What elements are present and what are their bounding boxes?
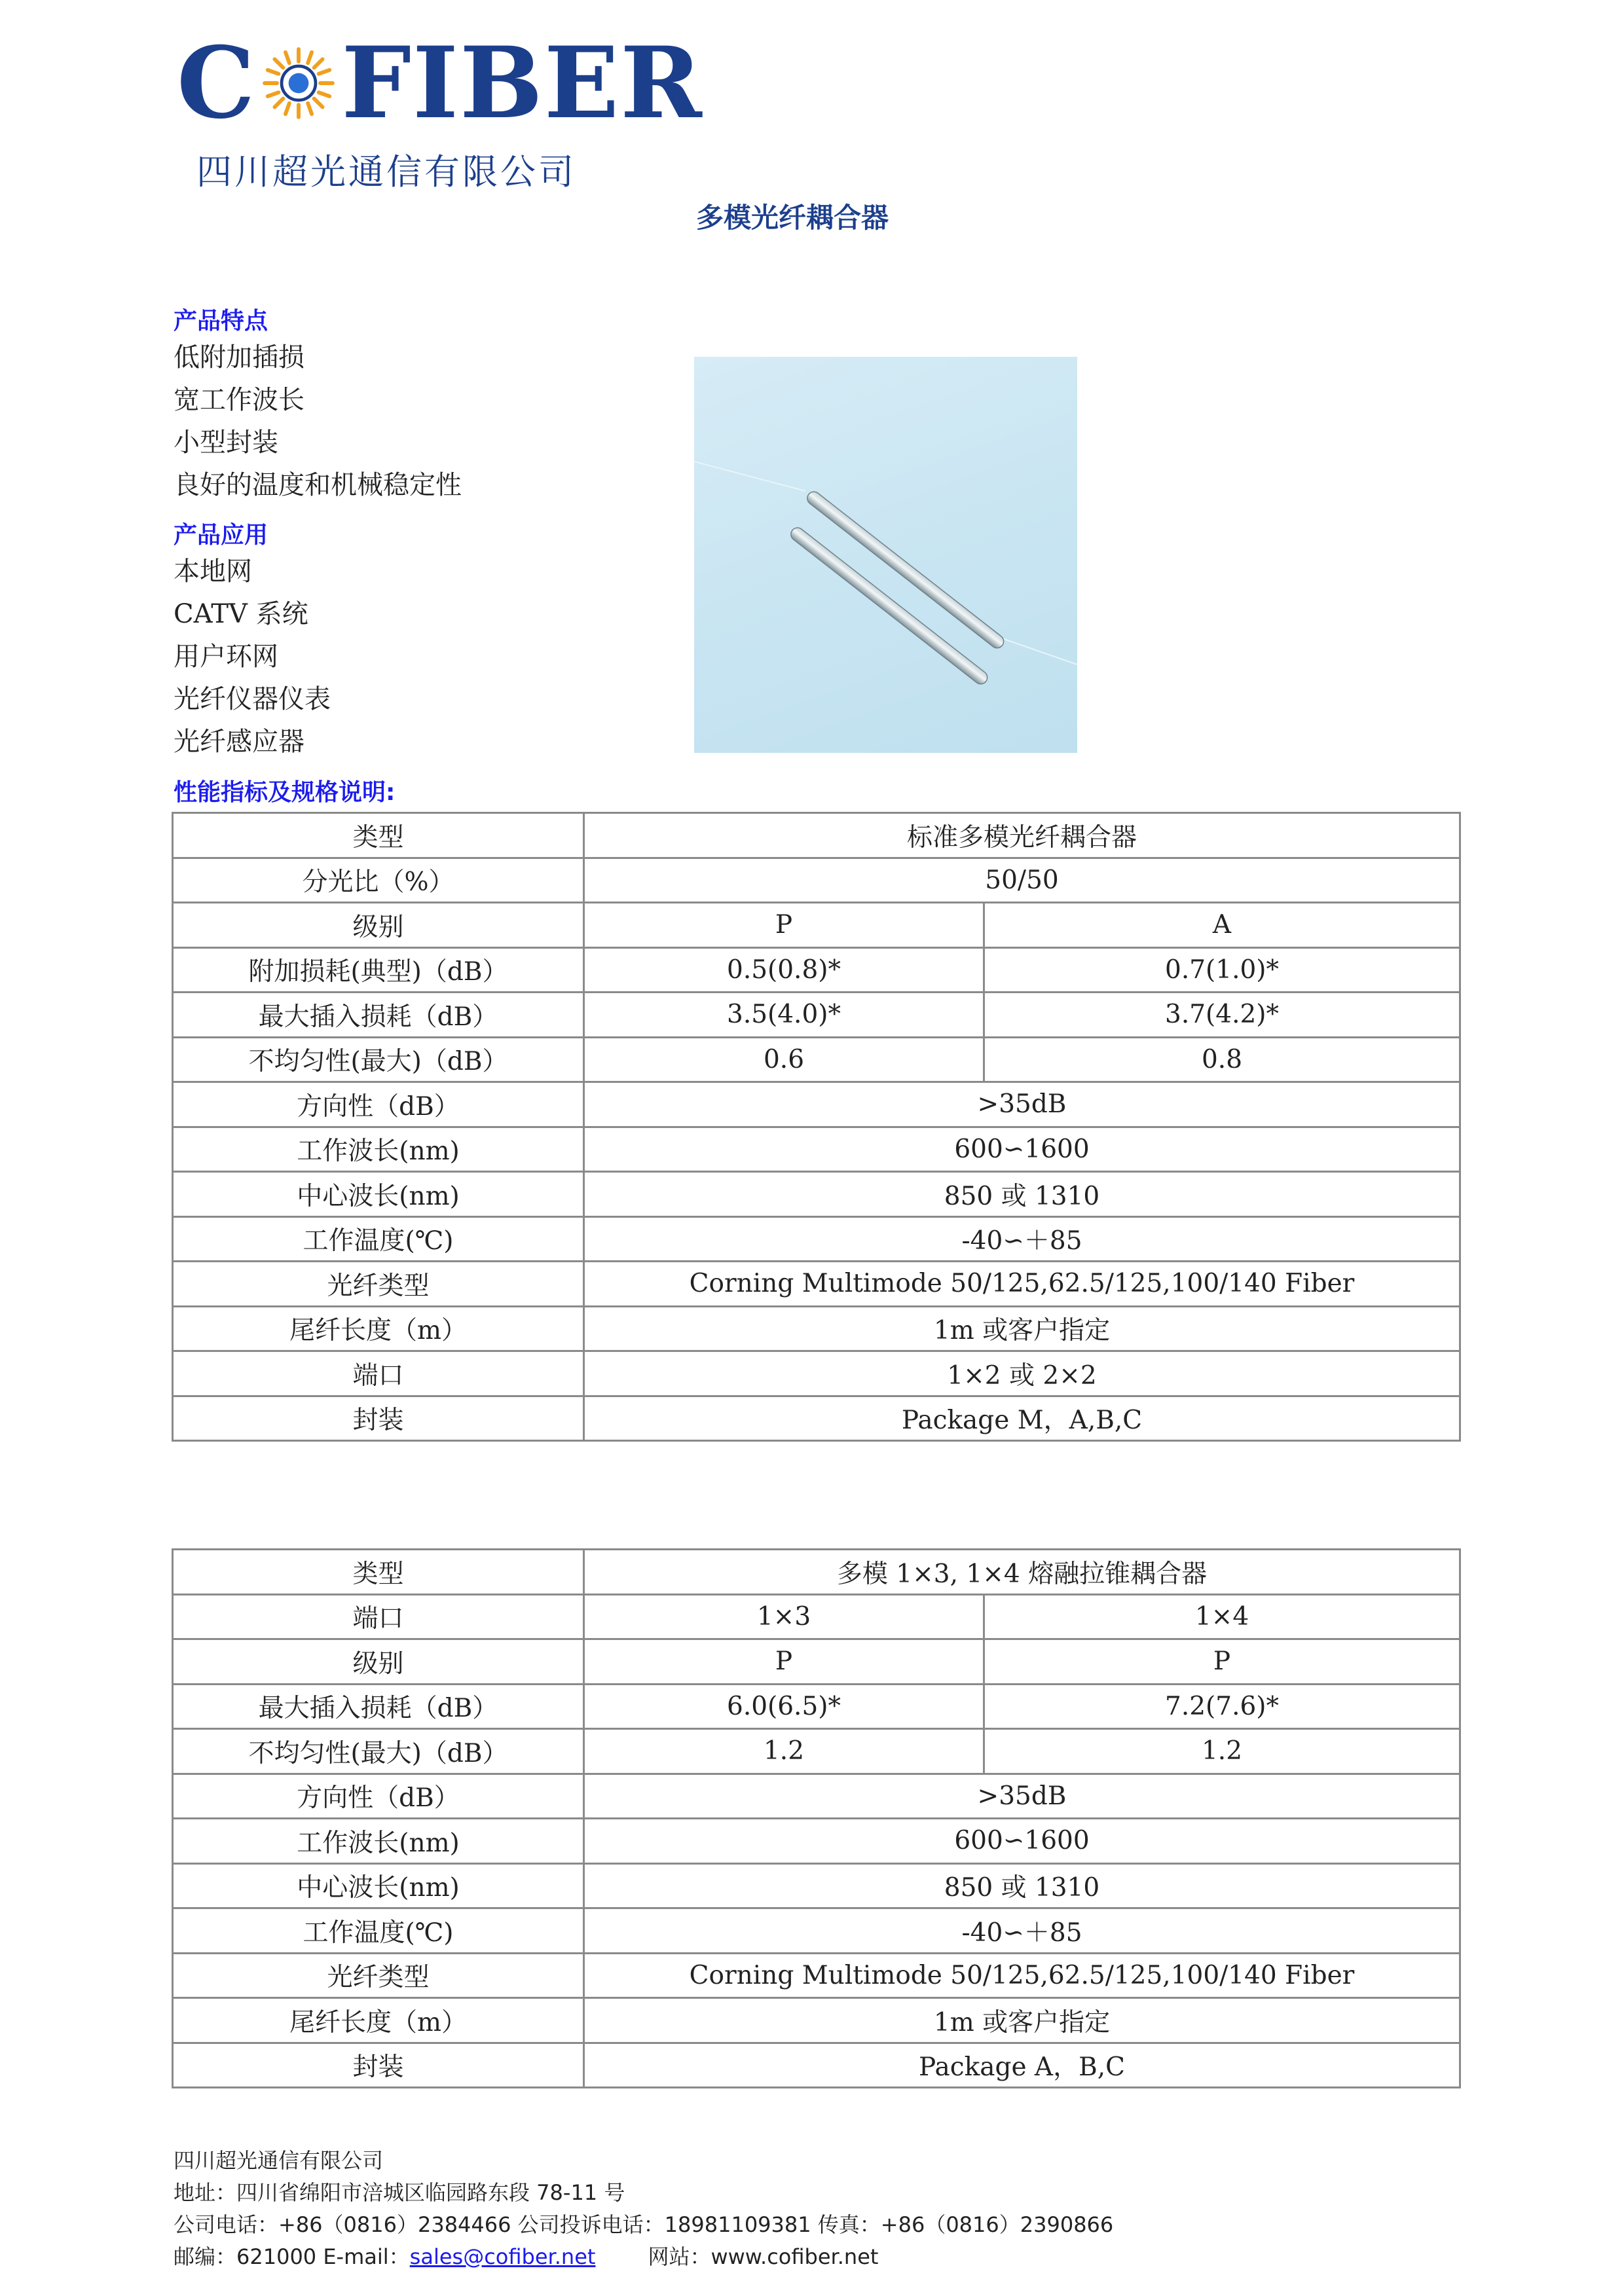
row-value: 850 或 1310 bbox=[584, 1172, 1460, 1217]
row-label: 最大插入损耗（dB） bbox=[173, 993, 584, 1038]
feature-item: 低附加插损 bbox=[174, 342, 304, 373]
row-label: 光纤类型 bbox=[173, 1953, 584, 1998]
row-label: 封装 bbox=[173, 2043, 584, 2088]
port-1x4-value: 1×4 bbox=[984, 1594, 1460, 1639]
application-item: CATV 系统 bbox=[174, 599, 308, 629]
port-1x3-value: P bbox=[584, 1639, 984, 1685]
row-value: 1m 或客户指定 bbox=[584, 1998, 1460, 2043]
row-label: 最大插入损耗（dB） bbox=[173, 1684, 584, 1729]
table-row bbox=[173, 1953, 1460, 1998]
grade-a-value: A bbox=[984, 903, 1460, 948]
row-label: 尾纤长度（m） bbox=[173, 1998, 584, 2043]
row-value: 600∽1600 bbox=[584, 1127, 1460, 1172]
table-row bbox=[173, 1998, 1460, 2043]
port-1x4-value: 1.2 bbox=[984, 1729, 1460, 1774]
logo-company-name: 四川超光通信有限公司 bbox=[196, 151, 576, 192]
table-row bbox=[173, 1550, 1460, 1595]
row-label: 工作温度(℃) bbox=[173, 1908, 584, 1954]
feature-item: 小型封装 bbox=[174, 428, 278, 458]
table-row bbox=[173, 813, 1460, 858]
table-row bbox=[173, 1262, 1460, 1307]
row-value: 50/50 bbox=[584, 858, 1460, 903]
row-value: 1×2 或 2×2 bbox=[584, 1351, 1460, 1396]
row-value: -40∽＋85 bbox=[584, 1908, 1460, 1954]
grade-a-value: 3.7(4.2)* bbox=[984, 993, 1460, 1038]
product-photo bbox=[694, 357, 1077, 753]
row-label: 光纤类型 bbox=[173, 1262, 584, 1307]
row-label: 附加损耗(典型)（dB） bbox=[173, 947, 584, 993]
row-label: 中心波长(nm) bbox=[173, 1863, 584, 1908]
application-item: 光纤感应器 bbox=[174, 727, 304, 757]
row-label: 级别 bbox=[173, 1639, 584, 1685]
row-label: 类型 bbox=[173, 1550, 584, 1595]
application-item: 用户环网 bbox=[174, 642, 278, 672]
row-label: 工作波长(nm) bbox=[173, 1127, 584, 1172]
applications-heading: 产品应用 bbox=[174, 522, 268, 549]
table-row bbox=[173, 1908, 1460, 1954]
feature-item: 宽工作波长 bbox=[174, 385, 304, 415]
grade-a-value: 0.7(1.0)* bbox=[984, 947, 1460, 993]
row-label: 封装 bbox=[173, 1396, 584, 1441]
row-value: Corning Multimode 50/125,62.5/125,100/140 Fiber bbox=[584, 1262, 1460, 1307]
row-label: 端口 bbox=[173, 1594, 584, 1639]
spec-table-1x3-1x4 bbox=[172, 1548, 1461, 2088]
table-row bbox=[173, 1396, 1460, 1441]
logo-wordmark bbox=[177, 26, 703, 141]
row-label: 级别 bbox=[173, 903, 584, 948]
table-row bbox=[173, 1306, 1460, 1351]
row-value: 1m 或客户指定 bbox=[584, 1306, 1460, 1351]
row-value: 600∽1600 bbox=[584, 1819, 1460, 1864]
port-1x3-value: 1.2 bbox=[584, 1729, 984, 1774]
port-1x4-value: P bbox=[984, 1639, 1460, 1685]
table-row bbox=[173, 1127, 1460, 1172]
table-row bbox=[173, 1819, 1460, 1864]
page-title: 多模光纤耦合器 bbox=[695, 202, 889, 234]
row-label: 类型 bbox=[173, 813, 584, 858]
row-value: Corning Multimode 50/125,62.5/125,100/140 Fiber bbox=[584, 1953, 1460, 1998]
footer-postcode: 邮编：621000 E-mail： bbox=[174, 2244, 410, 2269]
table-row bbox=[173, 1684, 1460, 1729]
row-value: 多模 1×3, 1×4 熔融拉锥耦合器 bbox=[584, 1550, 1460, 1595]
row-label: 方向性（dB） bbox=[173, 1774, 584, 1819]
row-value: 标准多模光纤耦合器 bbox=[584, 813, 1460, 858]
sun-burst-icon bbox=[260, 45, 337, 122]
row-label: 中心波长(nm) bbox=[173, 1172, 584, 1217]
table-row bbox=[173, 2043, 1460, 2088]
application-item: 光纤仪器仪表 bbox=[174, 684, 331, 714]
row-label: 不均匀性(最大)（dB） bbox=[173, 1729, 584, 1774]
grade-p-value: 0.6 bbox=[584, 1037, 984, 1082]
footer-phone: 公司电话：+86（0816）2384466 公司投诉电话：18981109381 传真：+86（0816）2390866 bbox=[174, 2212, 1114, 2237]
table-row bbox=[173, 947, 1460, 993]
grade-p-value: P bbox=[584, 903, 984, 948]
footer-company: 四川超光通信有限公司 bbox=[174, 2148, 384, 2173]
row-label: 端口 bbox=[173, 1351, 584, 1396]
table-row bbox=[173, 1729, 1460, 1774]
table-row bbox=[173, 903, 1460, 948]
logo-letter-c: C bbox=[177, 26, 257, 141]
grade-p-value: 3.5(4.0)* bbox=[584, 993, 984, 1038]
port-1x4-value: 7.2(7.6)* bbox=[984, 1684, 1460, 1729]
table-row bbox=[173, 1172, 1460, 1217]
spec-table-standard bbox=[172, 812, 1461, 1442]
logo-letters-fiber: FIBER bbox=[341, 26, 703, 141]
row-value: Package M，A,B,C bbox=[584, 1396, 1460, 1441]
row-label: 尾纤长度（m） bbox=[173, 1306, 584, 1351]
row-value: -40∽＋85 bbox=[584, 1216, 1460, 1262]
table-row bbox=[173, 1037, 1460, 1082]
footer-website[interactable]: 网站：www.cofiber.net bbox=[648, 2244, 879, 2269]
row-label: 方向性（dB） bbox=[173, 1082, 584, 1127]
grade-p-value: 0.5(0.8)* bbox=[584, 947, 984, 993]
company-logo bbox=[177, 26, 703, 192]
table-row bbox=[173, 1594, 1460, 1639]
row-label: 不均匀性(最大)（dB） bbox=[173, 1037, 584, 1082]
row-label: 分光比（%） bbox=[173, 858, 584, 903]
email-link[interactable]: sales@cofiber.net bbox=[409, 2244, 596, 2269]
footer-contact bbox=[174, 2240, 878, 2270]
row-value: Package A，B,C bbox=[584, 2043, 1460, 2088]
features-heading: 产品特点 bbox=[174, 308, 268, 335]
row-value: 850 或 1310 bbox=[584, 1863, 1460, 1908]
port-1x3-value: 1×3 bbox=[584, 1594, 984, 1639]
table-row bbox=[173, 1082, 1460, 1127]
grade-a-value: 0.8 bbox=[984, 1037, 1460, 1082]
port-1x3-value: 6.0(6.5)* bbox=[584, 1684, 984, 1729]
table-row bbox=[173, 993, 1460, 1038]
coupler-tubes-image bbox=[694, 357, 1077, 753]
feature-item: 良好的温度和机械稳定性 bbox=[174, 470, 462, 500]
table-row bbox=[173, 1216, 1460, 1262]
table-row bbox=[173, 1639, 1460, 1685]
footer-address: 地址：四川省绵阳市涪城区临园路东段 78-11 号 bbox=[174, 2180, 625, 2205]
table-row bbox=[173, 858, 1460, 903]
row-value: >35dB bbox=[584, 1082, 1460, 1127]
application-item: 本地网 bbox=[174, 556, 252, 587]
specs-heading: 性能指标及规格说明: bbox=[174, 779, 396, 806]
table-row bbox=[173, 1863, 1460, 1908]
row-label: 工作温度(℃) bbox=[173, 1216, 584, 1262]
table-row bbox=[173, 1351, 1460, 1396]
row-value: >35dB bbox=[584, 1774, 1460, 1819]
row-label: 工作波长(nm) bbox=[173, 1819, 584, 1864]
table-row bbox=[173, 1774, 1460, 1819]
